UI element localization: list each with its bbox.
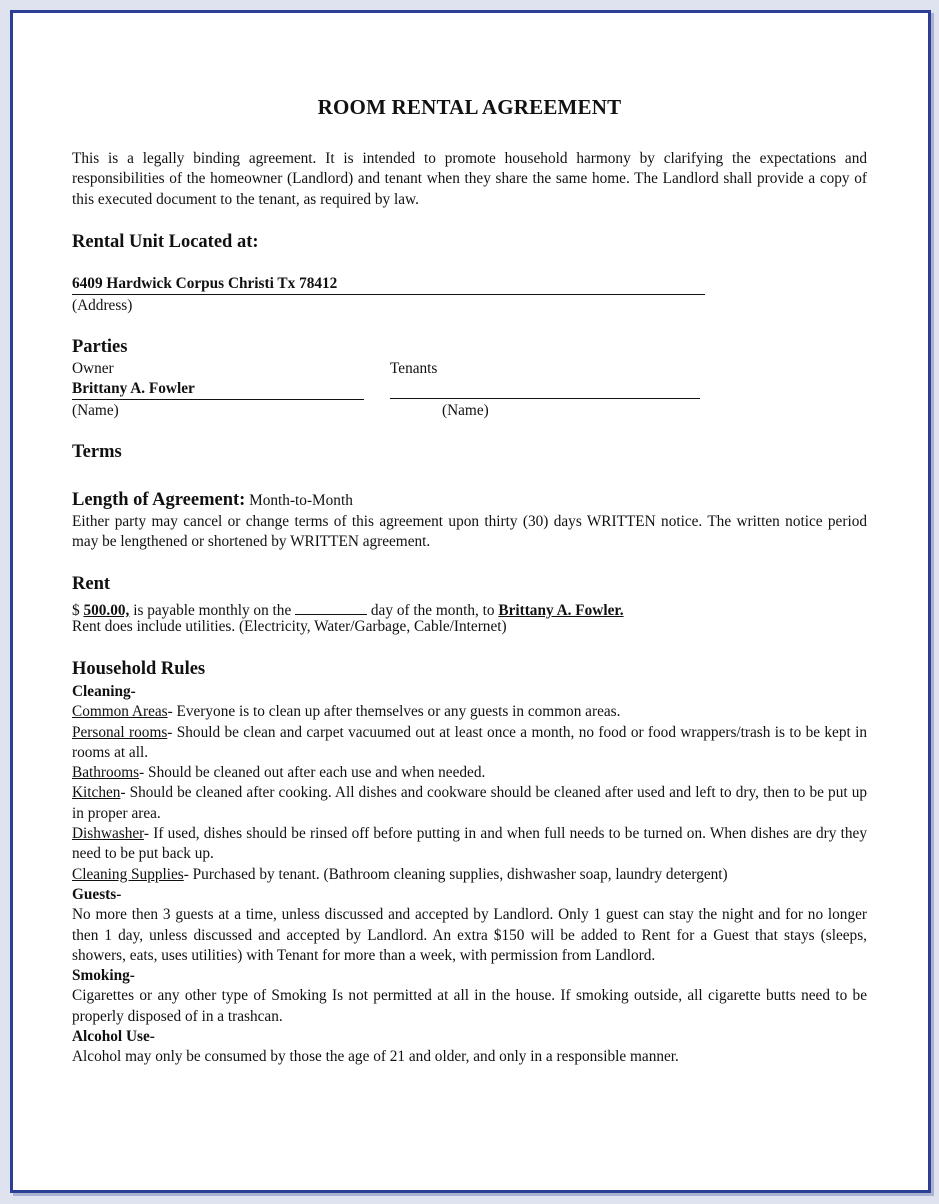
guests-text: No more then 3 guests at a time, unless discussed and accepted by Landlord. Only 1 guest can stay the night and for no longer then 1 day, unless discussed and accepted by Landlord. An extra $150 will be added to Rent for a Guest that stays (sleeps, showers, eats, uses utilities) with Tenant for more than a week, with permission from Landlord. (72, 906, 867, 964)
tenants-name-caption: (Name) (442, 402, 489, 419)
rule-dishwasher (72, 824, 867, 865)
cleaning-supplies-label: Cleaning Supplies (72, 865, 184, 883)
rule-kitchen (72, 783, 867, 824)
guests-label: Guests- (72, 885, 122, 903)
rent-currency: $ (72, 602, 80, 619)
rule-personal-rooms (72, 723, 867, 764)
rental-unit-heading: Rental Unit Located at: (72, 232, 259, 252)
address-line (72, 274, 867, 295)
rent-payable-text: is payable monthly on the (133, 602, 292, 619)
rent-day-blank (295, 597, 367, 615)
parties-heading: Parties (72, 337, 128, 357)
parties-labels (72, 359, 867, 379)
length-value: Month-to-Month (249, 492, 353, 509)
personal-rooms-text: - Should be clean and carpet vacuumed out at least once a month, no food or food wrappers/trash is to be kept in rooms at all. (72, 723, 868, 761)
parties-captions (72, 401, 867, 421)
address-caption: (Address) (72, 297, 133, 314)
address-value: 6409 Hardwick Corpus Christi Tx 78412 (72, 274, 705, 295)
kitchen-text: - Should be cleaned after cooking. All dishes and cookware should be cleaned after used and left to dry, then to be put up in proper area. (72, 784, 867, 822)
rent-day-text: day of the month, to (370, 602, 495, 619)
cleaning-label: Cleaning- (72, 683, 136, 700)
length-heading: Length of Agreement: (72, 490, 246, 510)
rent-utilities: Rent does include utilities. (Electricity, Water/Garbage, Cable/Internet) (72, 618, 507, 635)
cleaning-supplies-text: - Purchased by tenant. (Bathroom cleaning supplies, dishwasher soap, laundry detergent) (183, 865, 728, 883)
kitchen-label: Kitchen (72, 784, 121, 802)
dishwasher-text: - If used, dishes should be rinsed off before putting in and when full needs to be turned on. When dishes are dry they need to be put back up. (72, 825, 867, 863)
length-text: Either party may cancel or change terms of this agreement upon thirty (30) days WRITTEN notice. The written notice period may be lengthened or shortened by WRITTEN agreement. (72, 513, 867, 551)
owner-label: Owner (72, 360, 114, 377)
rent-heading: Rent (72, 574, 111, 594)
dishwasher-label: Dishwasher (72, 825, 144, 843)
tenants-label: Tenants (390, 360, 438, 377)
household-rules-body (72, 682, 867, 1068)
common-areas-text: - Everyone is to clean up after themselves or any guests in common areas. (167, 703, 621, 721)
household-rules-heading: Household Rules (72, 659, 206, 679)
rent-payee: Brittany A. Fowler. (498, 602, 624, 619)
intro-paragraph: This is a legally binding agreement. It is intended to promote household harmony by clarifying the expectations and responsibilities of the homeowner (Landlord) and tenant when they share the same home. The Landlord shall provide a copy of this executed document to the tenant, as required by law. (72, 150, 867, 208)
bathrooms-label: Bathrooms (72, 764, 140, 782)
smoking-label: Smoking- (72, 967, 135, 985)
document-frame (10, 10, 931, 1193)
rule-common-areas (72, 702, 867, 722)
parties-names (72, 379, 867, 400)
owner-name: Brittany A. Fowler (72, 379, 364, 400)
bathrooms-text: - Should be cleaned out after each use and when needed. (139, 764, 486, 782)
document-title: ROOM RENTAL AGREEMENT (317, 95, 622, 119)
rent-amount: 500.00, (83, 602, 130, 619)
alcohol-text: Alcohol may only be consumed by those the age of 21 and older, and only in a responsible manner. (72, 1048, 679, 1066)
alcohol-label: Alcohol Use- (72, 1028, 155, 1046)
owner-name-caption: (Name) (72, 402, 119, 419)
personal-rooms-label: Personal rooms (72, 723, 168, 741)
smoking-text: Cigarettes or any other type of Smoking Is not permitted at all in the house. If smoking outside, all cigarette butts need to be properly disposed of in a trashcan. (72, 987, 867, 1025)
terms-heading: Terms (72, 442, 122, 462)
rule-bathrooms (72, 763, 867, 783)
common-areas-label: Common Areas (72, 703, 168, 721)
length-of-agreement (72, 490, 867, 511)
rule-cleaning-supplies (72, 865, 867, 885)
tenants-name-blank (390, 379, 700, 399)
